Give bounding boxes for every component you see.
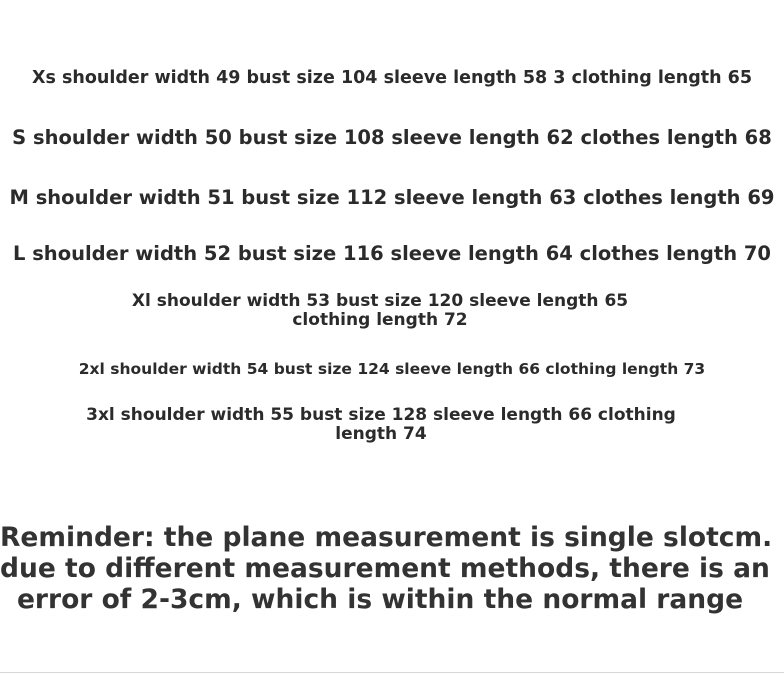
size-row-xs: Xs shoulder width 49 bust size 104 sleeve length 58 3 clothing length 65	[32, 68, 752, 88]
bottom-divider	[0, 672, 784, 673]
size-row-2xl: 2xl shoulder width 54 bust size 124 sleeve length 66 clothing length 73	[78, 360, 706, 378]
size-row-l: L shoulder width 52 bust size 116 sleeve length 64 clothes length 70	[12, 242, 771, 265]
size-row-m: M shoulder width 51 bust size 112 sleeve length 63 clothes length 69	[9, 186, 775, 209]
measurement-reminder	[0, 522, 773, 615]
reminder-line-2: due to different measurement methods, there is an	[0, 553, 770, 584]
size-row-3xl: 3xl shoulder width 55 bust size 128 sleeve length 66 clothing length 74	[86, 405, 676, 444]
reminder-line-3: error of 2-3cm, which is within the normal range	[16, 584, 744, 615]
size-row-xl: Xl shoulder width 53 bust size 120 sleeve length 65 clothing length 72	[131, 291, 629, 330]
size-row-s: S shoulder width 50 bust size 108 sleeve length 62 clothes length 68	[12, 126, 772, 149]
reminder-line-1: Reminder: the plane measurement is single slotcm.	[0, 522, 773, 553]
